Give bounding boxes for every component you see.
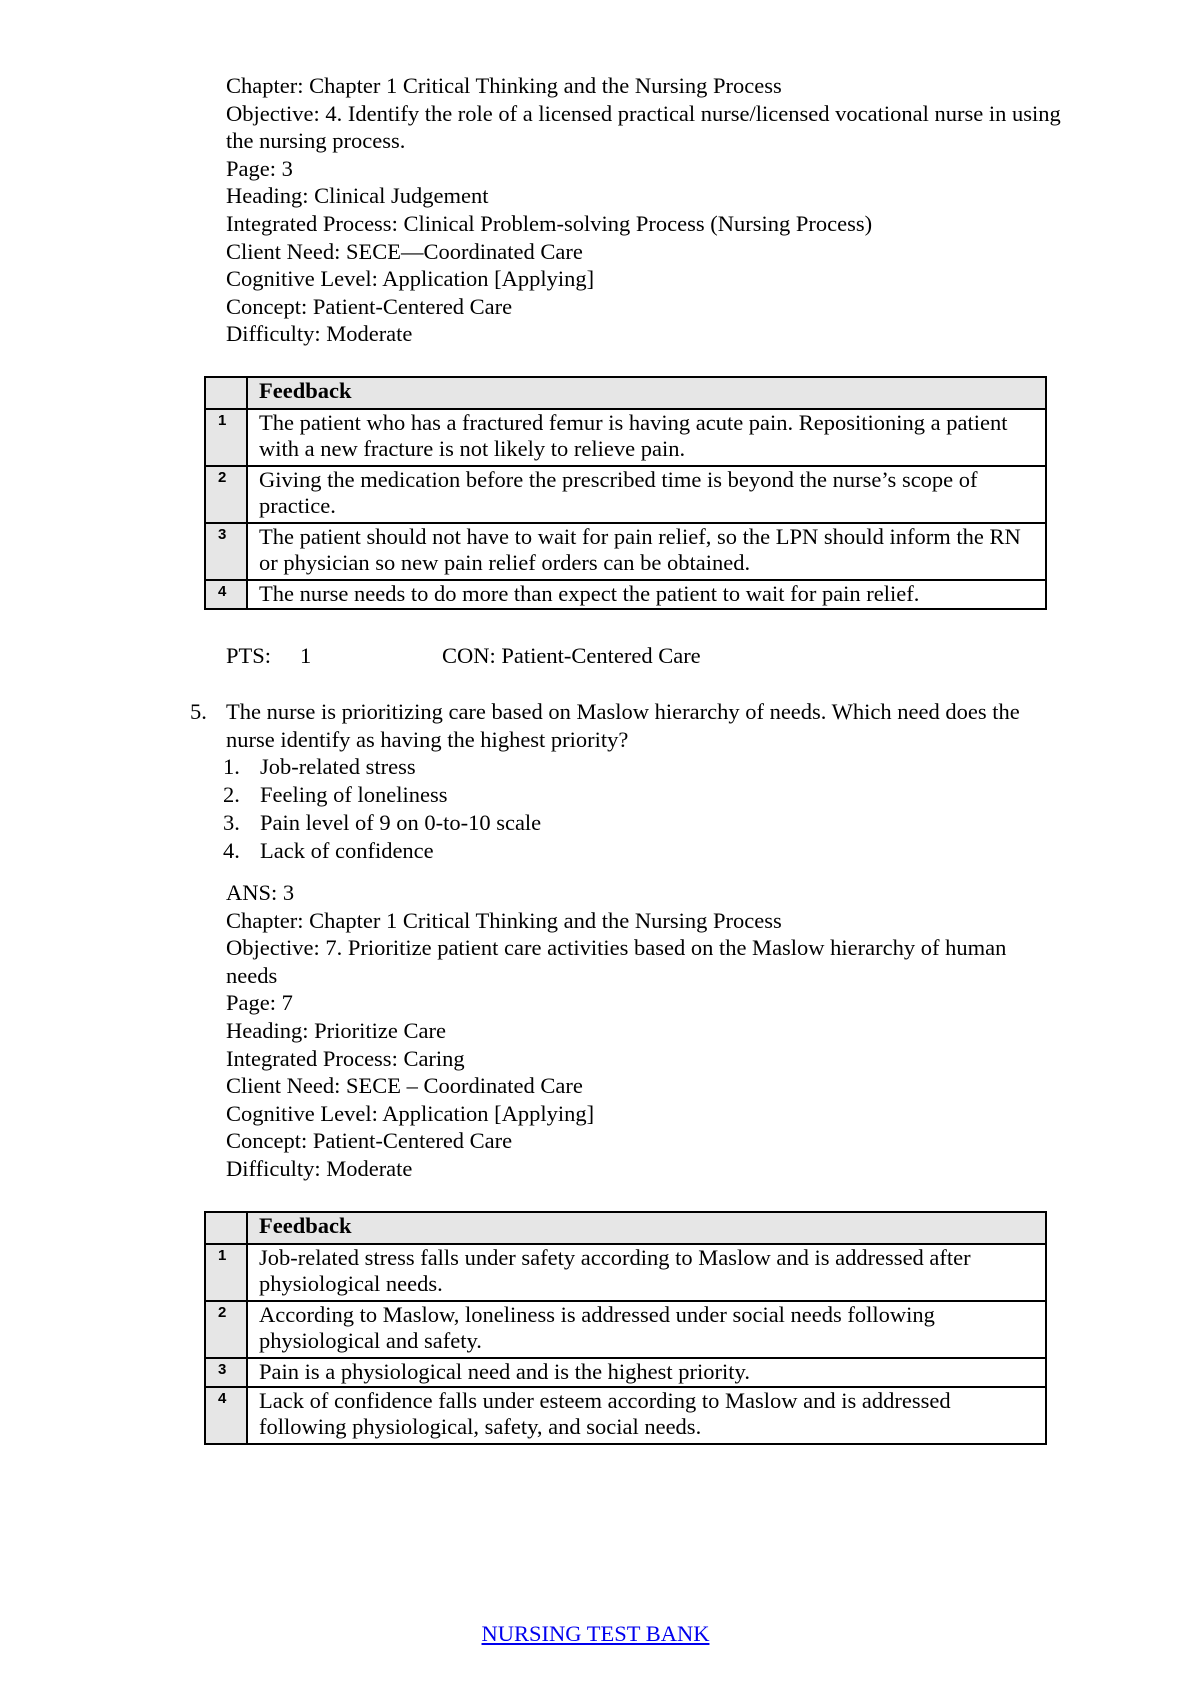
- table-row: [205, 1387, 1046, 1444]
- question-stem-line: nurse identify as having the highest priority?: [226, 726, 629, 752]
- objective-line-cont: needs: [226, 962, 278, 988]
- feedback-text: The patient who has a fractured femur is having acute pain. Repositioning a patient with a new fracture is not likely to relieve pain.: [247, 409, 1046, 466]
- objective-line-cont: the nursing process.: [226, 128, 406, 154]
- footer: [0, 1620, 1191, 1648]
- answer-option: [223, 837, 923, 865]
- objective-line: Objective: 7. Prioritize patient care activities based on the Maslow hierarchy of human: [226, 935, 1007, 961]
- heading-line: Heading: Prioritize Care: [226, 1017, 446, 1043]
- table-header-row: [205, 1212, 1046, 1244]
- cognitive-level-line: Cognitive Level: Application [Applying]: [226, 266, 595, 292]
- feedback-header: Feedback: [247, 377, 1046, 409]
- table-row: [205, 409, 1046, 466]
- concept-line: Concept: Patient-Centered Care: [226, 1128, 513, 1154]
- client-need-line: Client Need: SECE—Coordinated Care: [226, 238, 583, 264]
- integrated-process-line: Integrated Process: Caring: [226, 1045, 465, 1071]
- table-row: [205, 1358, 1046, 1387]
- header-num-cell: [205, 1212, 247, 1244]
- question-stem-line: The nurse is prioritizing care based on Maslow hierarchy of needs. Which need does the: [226, 699, 1020, 724]
- con-text: CON: Patient-Centered Care: [442, 643, 701, 668]
- row-number: 2: [205, 466, 247, 523]
- answer-option: [223, 809, 923, 837]
- points-line: [226, 642, 1026, 670]
- q5-metadata: [226, 879, 1126, 1183]
- row-number: 4: [205, 1387, 247, 1444]
- feedback-text: The nurse needs to do more than expect the patient to wait for pain relief.: [247, 580, 1046, 609]
- option-text: Feeling of loneliness: [260, 782, 448, 807]
- heading-line: Heading: Clinical Judgement: [226, 183, 489, 209]
- feedback-text: According to Maslow, loneliness is addressed under social needs following physiological and safety.: [247, 1301, 1046, 1358]
- concept-line: Concept: Patient-Centered Care: [226, 293, 513, 319]
- chapter-line: Chapter: Chapter 1 Critical Thinking and the Nursing Process: [226, 907, 782, 933]
- cognitive-level-line: Cognitive Level: Application [Applying]: [226, 1100, 595, 1126]
- table-row: [205, 580, 1046, 609]
- page-line: Page: 3: [226, 155, 293, 181]
- option-text: Pain level of 9 on 0-to-10 scale: [260, 810, 542, 835]
- client-need-line: Client Need: SECE – Coordinated Care: [226, 1073, 583, 1099]
- feedback-text: Job-related stress falls under safety according to Maslow and is addressed after physiological needs.: [247, 1244, 1046, 1301]
- row-number: 4: [205, 580, 247, 609]
- integrated-process-line: Integrated Process: Clinical Problem-solving Process (Nursing Process): [226, 210, 873, 236]
- difficulty-line: Difficulty: Moderate: [226, 1155, 413, 1181]
- answer-line: ANS: 3: [226, 880, 295, 905]
- feedback-text: Giving the medication before the prescribed time is beyond the nurse’s scope of practice.: [247, 466, 1046, 523]
- option-number: 2.: [223, 782, 240, 807]
- row-number: 1: [205, 409, 247, 466]
- feedback-text: The patient should not have to wait for pain relief, so the LPN should inform the RN or physician so new pain relief orders can be obtained.: [247, 523, 1046, 580]
- option-number: 1.: [223, 754, 240, 779]
- answer-option: [223, 781, 923, 809]
- table-row: [205, 1244, 1046, 1301]
- question-stem: [226, 698, 1126, 753]
- difficulty-line: Difficulty: Moderate: [226, 321, 413, 347]
- row-number: 1: [205, 1244, 247, 1301]
- row-number: 2: [205, 1301, 247, 1358]
- row-number: 3: [205, 523, 247, 580]
- chapter-line: Chapter: Chapter 1 Critical Thinking and the Nursing Process: [226, 73, 782, 98]
- row-number: 3: [205, 1358, 247, 1387]
- objective-line: Objective: 4. Identify the role of a licensed practical nurse/licensed vocational nurse in using: [226, 100, 1061, 126]
- pts-value: 1: [300, 643, 312, 668]
- page-line: Page: 7: [226, 990, 293, 1016]
- feedback-header: Feedback: [247, 1212, 1046, 1244]
- table-header-row: [205, 377, 1046, 409]
- table-row: [205, 523, 1046, 580]
- option-text: Job-related stress: [260, 754, 416, 779]
- question-number: 5.: [190, 699, 207, 724]
- pts-label: PTS:: [226, 643, 272, 668]
- table-row: [205, 466, 1046, 523]
- nursing-test-bank-link[interactable]: NURSING TEST BANK: [481, 1621, 710, 1646]
- q4-metadata: [226, 72, 1126, 348]
- table-row: [205, 1301, 1046, 1358]
- feedback-text: Lack of confidence falls under esteem according to Maslow and is addressed following physiological, safety, and social needs.: [247, 1387, 1046, 1444]
- q4-feedback-table: [204, 376, 1047, 610]
- header-num-cell: [205, 377, 247, 409]
- answer-option: [223, 753, 923, 781]
- option-text: Lack of confidence: [260, 838, 434, 863]
- option-number: 4.: [223, 838, 240, 863]
- option-number: 3.: [223, 810, 240, 835]
- q5-feedback-table: [204, 1211, 1047, 1445]
- feedback-text: Pain is a physiological need and is the highest priority.: [247, 1358, 1046, 1387]
